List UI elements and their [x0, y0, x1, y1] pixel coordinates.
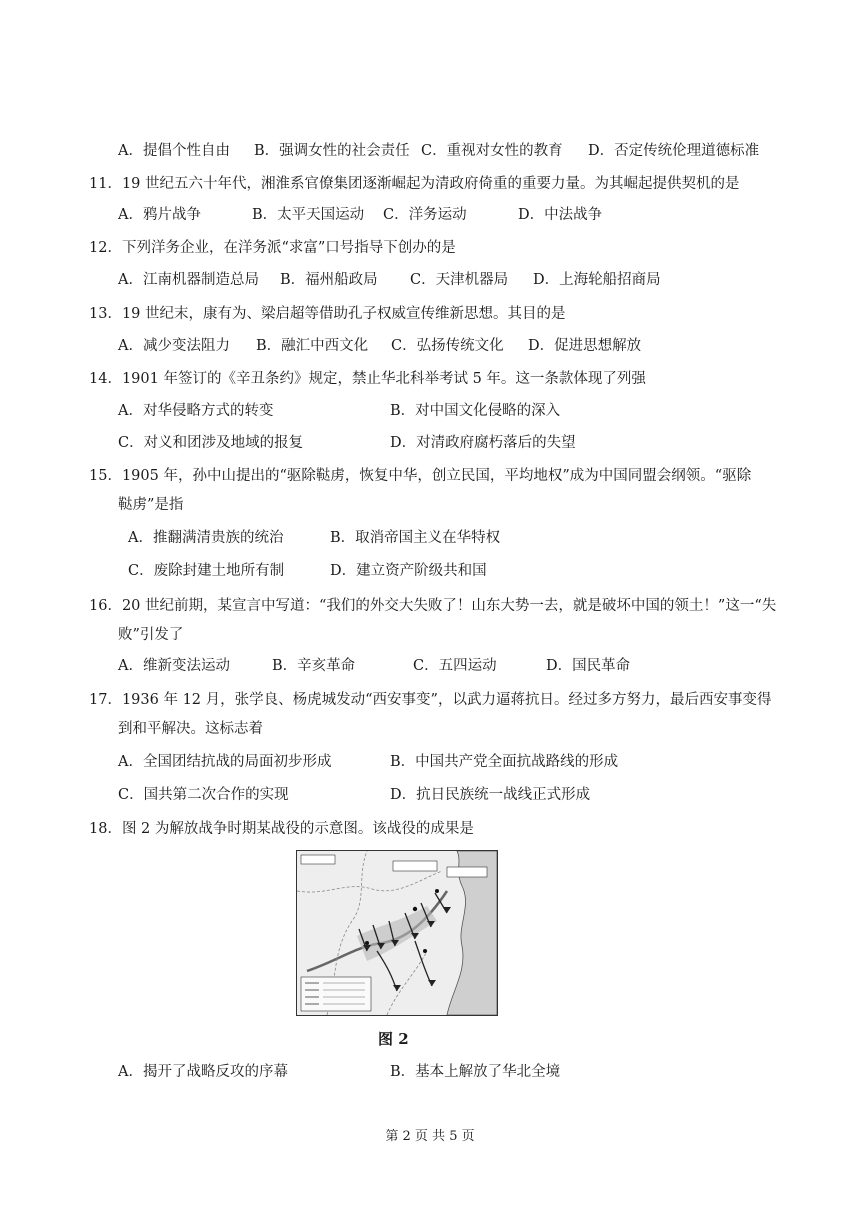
- q10-option-d: D．否定传统伦理道德标准: [588, 143, 760, 159]
- q12-option-b: B．福州船政局: [280, 272, 378, 288]
- q10-option-b: B．强调女性的社会责任: [254, 143, 410, 159]
- q13-option-c: C．弘扬传统文化: [391, 338, 504, 354]
- q17-stem-line1: 17．1936 年 12 月，张学良、杨虎城发动“西安事变”，以武力逼蒋抗日。经过多方努力，最后西安事变得: [89, 692, 772, 708]
- q15-option-a: A．推翻满清贵族的统治: [128, 530, 284, 546]
- q18-option-b: B．基本上解放了华北全境: [390, 1064, 561, 1080]
- q11-stem: 11．19 世纪五六十年代，湘淮系官僚集团逐渐崛起为清政府倚重的重要力量。为其崛起提供契机的是: [89, 176, 740, 192]
- q17-stem-line2: 到和平解决。这标志着: [118, 721, 263, 737]
- q17-option-b: B．中国共产党全面抗战路线的形成: [390, 754, 619, 770]
- q17-option-d: D．抗日民族统一战线正式形成: [390, 787, 591, 803]
- q13-option-a: A．减少变法阻力: [118, 338, 230, 354]
- q14-stem: 14．1901 年签订的《辛丑条约》规定，禁止华北科举考试 5 年。这一条款体现了列强: [89, 371, 646, 387]
- battle-map-drawing: [297, 851, 497, 1015]
- q16-stem-line2: 败”引发了: [118, 627, 184, 643]
- q16-stem-line1: 16．20 世纪前期，某宣言中写道：“我们的外交大失败了！山东大势一去，就是破坏中国的领土！”这一“失: [89, 598, 777, 614]
- q17-option-c: C．国共第二次合作的实现: [118, 787, 289, 803]
- q17-option-a: A．全国团结抗战的局面初步形成: [118, 754, 332, 770]
- q15-option-d: D．建立资产阶级共和国: [330, 563, 487, 579]
- q11-option-c: C．洋务运动: [383, 207, 467, 223]
- q18-stem: 18．图 2 为解放战争时期某战役的示意图。该战役的成果是: [89, 821, 474, 837]
- page-footer: 第 2 页 共 5 页: [385, 1129, 475, 1144]
- q16-option-a: A．维新变法运动: [118, 658, 230, 674]
- q10-option-c: C．重视对女性的教育: [421, 143, 563, 159]
- q15-stem-line1: 15．1905 年，孙中山提出的“驱除鞑虏，恢复中华，创立民国，平均地权”成为中国同盟会纲领。“驱除: [89, 468, 752, 484]
- q14-option-b: B．对中国文化侵略的深入: [390, 403, 561, 419]
- q16-option-b: B．辛亥革命: [272, 658, 356, 674]
- q13-stem: 13．19 世纪末，康有为、梁启超等借助孔子权威宣传维新思想。其目的是: [89, 306, 566, 322]
- q12-stem: 12．下列洋务企业，在洋务派“求富”口号指导下创办的是: [89, 240, 456, 256]
- q12-option-c: C．天津机器局: [410, 272, 509, 288]
- q13-option-d: D．促进思想解放: [528, 338, 642, 354]
- q15-option-c: C．废除封建土地所有制: [128, 563, 285, 579]
- q14-option-d: D．对清政府腐朽落后的失望: [390, 435, 576, 451]
- q18-option-a: A．揭开了战略反攻的序幕: [118, 1064, 288, 1080]
- q15-option-b: B．取消帝国主义在华特权: [330, 530, 501, 546]
- q12-option-a: A．江南机器制造总局: [118, 272, 259, 288]
- q10-option-a: A．提倡个性自由: [118, 143, 230, 159]
- q14-option-a: A．对华侵略方式的转变: [118, 403, 274, 419]
- q16-option-c: C．五四运动: [413, 658, 497, 674]
- figure-caption: 图 2: [378, 1030, 409, 1048]
- battle-map-figure: [296, 850, 498, 1016]
- q11-option-a: A．鸦片战争: [118, 207, 201, 223]
- q16-option-d: D．国民革命: [546, 658, 631, 674]
- q14-option-c: C．对义和团涉及地域的报复: [118, 435, 304, 451]
- q15-stem-line2: 鞑虏”是指: [118, 497, 184, 513]
- q12-option-d: D．上海轮船招商局: [533, 272, 661, 288]
- q11-option-b: B．太平天国运动: [252, 207, 365, 223]
- q13-option-b: B．融汇中西文化: [256, 338, 369, 354]
- q11-option-d: D．中法战争: [518, 207, 603, 223]
